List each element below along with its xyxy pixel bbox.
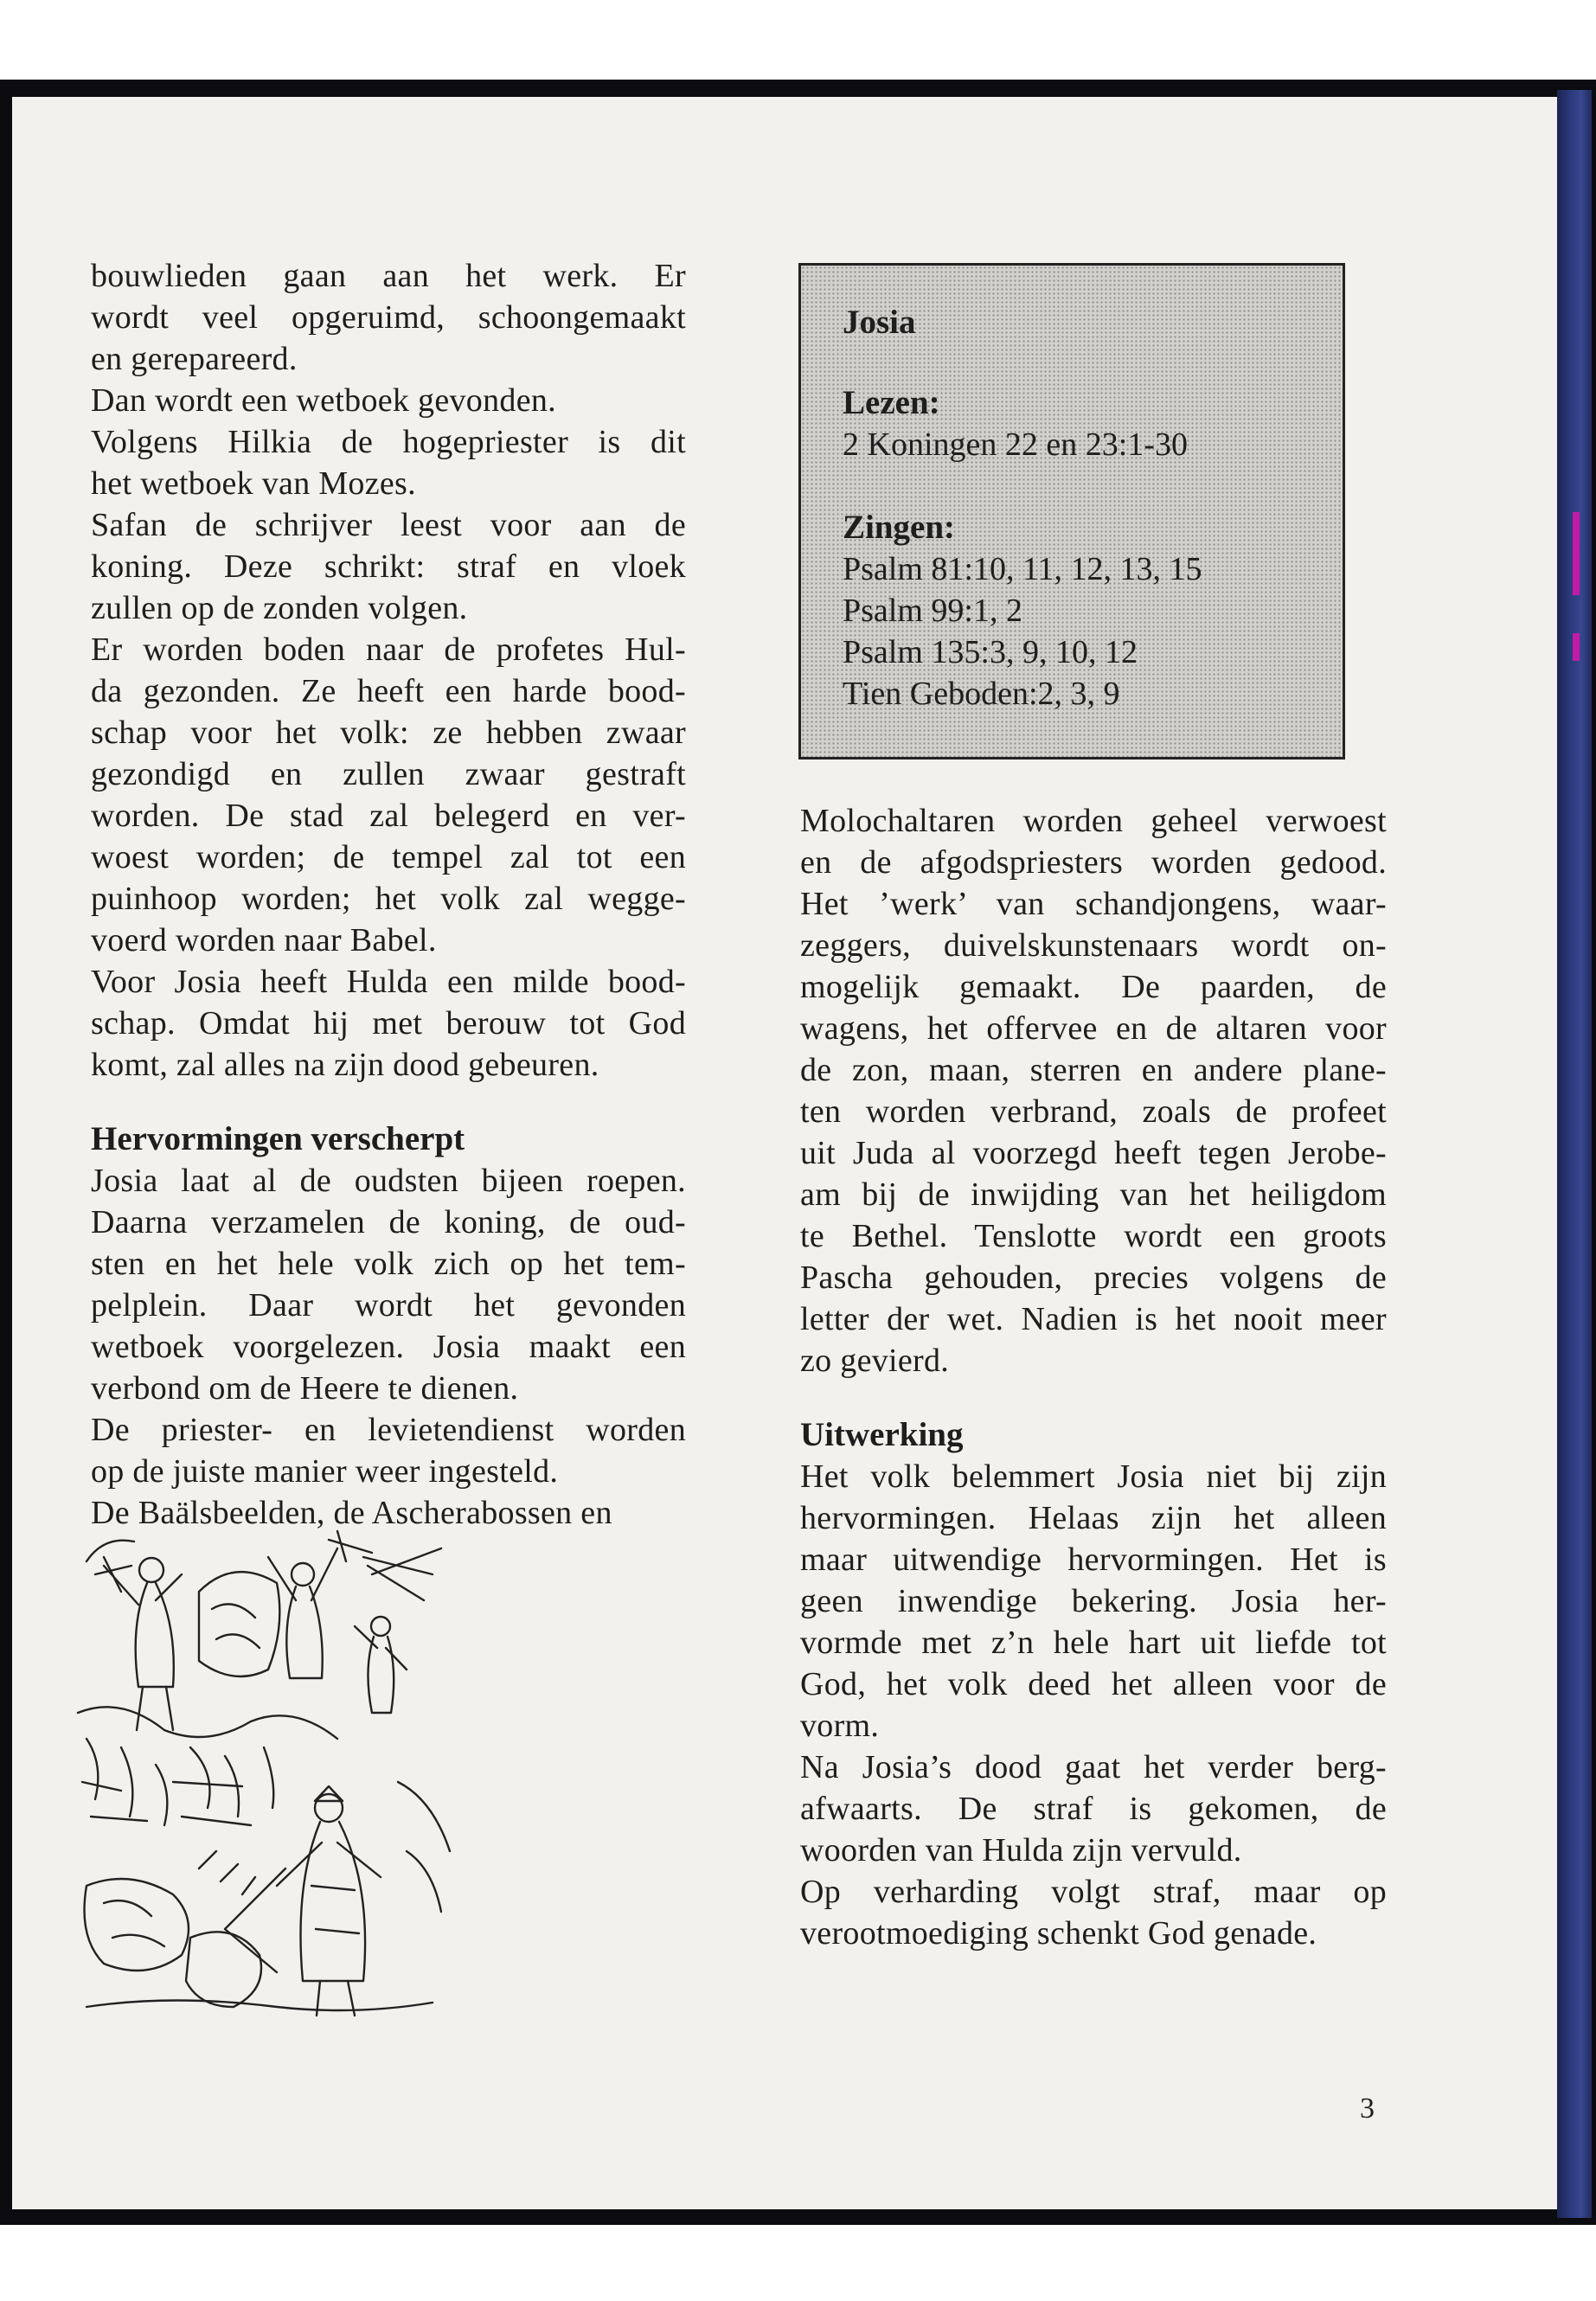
text-line: hervormingen. Helaas zijn het alleen	[800, 1500, 1387, 1536]
text-line: de zon, maan, sterren en andere plane-	[800, 1052, 1387, 1088]
infobox-title: Josia	[843, 304, 916, 341]
text-line: sten en het hele volk zich op het tem-	[91, 1246, 686, 1282]
book-spine	[1557, 90, 1592, 2218]
infobox-read-text: 2 Koningen 22 en 23:1-30	[843, 426, 1188, 463]
right-section-text	[800, 1456, 1387, 1954]
text-line: en de afgodspriesters worden gedood.	[800, 844, 1387, 881]
text-line: geen inwendige bekering. Josia her-	[800, 1583, 1387, 1619]
text-line: God, het volk deed het alleen voor de	[800, 1666, 1387, 1702]
text-line: uit Juda al voorzegd heeft tegen Jerobe-	[800, 1135, 1387, 1171]
text-line: vormde met z’n hele hart uit liefde tot	[800, 1625, 1387, 1661]
text-line: am bij de inwijding van het heiligdom	[800, 1176, 1387, 1213]
infobox-sing-item: Psalm 81:10, 11, 12, 13, 15	[843, 551, 1202, 587]
text-line: De Baälsbeelden, de Ascherabossen en	[91, 1495, 612, 1531]
infobox-sing-item: Psalm 99:1, 2	[843, 593, 1022, 629]
text-line: wetboek voorgelezen. Josia maakt een	[91, 1329, 686, 1365]
text-line: puinhoop worden; het volk zal wegge-	[91, 881, 686, 917]
text-line: zeggers, duivelskunstenaars wordt on-	[800, 927, 1387, 964]
text-line: mogelijk gemaakt. De paarden, de	[800, 969, 1387, 1005]
scan-bottom-margin	[0, 2225, 1596, 2301]
text-line: letter der wet. Nadien is het nooit meer	[800, 1301, 1387, 1337]
text-line: worden. De stad zal belegerd en ver-	[91, 798, 686, 834]
infobox-sing-item: Tien Geboden:2, 3, 9	[843, 676, 1120, 712]
text-line: op de juiste manier weer ingesteld.	[91, 1453, 559, 1490]
text-line: het wetboek van Mozes.	[91, 465, 416, 502]
text-line: Op verharding volgt straf, maar op	[800, 1874, 1387, 1910]
text-line: Safan de schrijver leest voor aan de	[91, 507, 686, 543]
text-line: zo gevierd.	[800, 1343, 950, 1379]
text-line: Daarna verzamelen de koning, de oud-	[91, 1204, 686, 1240]
left-paragraph	[91, 255, 686, 1086]
spine-colour-mark	[1573, 512, 1580, 595]
text-line: Voor Josia heeft Hulda een milde bood-	[91, 964, 686, 1000]
left-section-text	[91, 1160, 686, 1534]
text-line: schap. Omdat hij met berouw tot God	[91, 1005, 686, 1042]
infobox-read-label: Lezen:	[843, 384, 940, 421]
section-heading-hervormingen: Hervormingen verscherpt	[91, 1120, 465, 1157]
reading-info-box	[798, 263, 1345, 760]
text-line: woorden van Hulda zijn vervuld.	[800, 1832, 1242, 1868]
right-column	[800, 800, 1387, 1954]
text-line: da gezonden. Ze heeft een harde bood-	[91, 673, 686, 709]
text-line: verbond om de Heere te dienen.	[91, 1370, 519, 1407]
text-line: ten worden verbrand, zoals de profeet	[800, 1093, 1387, 1130]
text-line: vorm.	[800, 1708, 880, 1744]
text-line: Josia laat al de oudsten bijeen roepen.	[91, 1163, 686, 1199]
text-line: schap voor het volk: ze hebben zwaar	[91, 715, 686, 751]
text-line: Het ’werk’ van schandjongens, waar-	[800, 886, 1387, 922]
text-line: maar uitwendige hervormingen. Het is	[800, 1541, 1387, 1578]
text-line: Er worden boden naar de profetes Hul-	[91, 631, 686, 668]
text-line: voerd worden naar Babel.	[91, 922, 437, 958]
text-line: De priester- en levietendienst worden	[91, 1412, 686, 1448]
text-line: Het volk belemmert Josia niet bij zijn	[800, 1458, 1387, 1495]
text-line: Na Josia’s dood gaat het verder berg-	[800, 1749, 1387, 1785]
text-line: koning. Deze schrikt: straf en vloek	[91, 548, 686, 585]
text-line: komt, zal alles na zijn dood gebeuren.	[91, 1047, 599, 1083]
text-line: Dan wordt een wetboek gevonden.	[91, 382, 556, 419]
text-line: Molochaltaren worden geheel verwoest	[800, 803, 1387, 839]
text-line: afwaarts. De straf is gekomen, de	[800, 1791, 1387, 1827]
text-line: pelplein. Daar wordt het gevonden	[91, 1287, 686, 1324]
text-line: woest worden; de tempel zal tot een	[91, 839, 686, 875]
page-number: 3	[1360, 2093, 1375, 2125]
text-line: te Bethel. Tenslotte wordt een groots	[800, 1218, 1387, 1254]
text-line: zullen op de zonden volgen.	[91, 590, 468, 626]
spine-colour-mark	[1573, 633, 1580, 661]
infobox-sing-label: Zingen:	[843, 509, 956, 546]
text-line: Pascha gehouden, precies volgens de	[800, 1259, 1387, 1296]
people-destroying-idols-drawing-icon	[69, 1522, 484, 2033]
right-paragraph	[800, 800, 1387, 1381]
text-line: wordt veel opgeruimd, schoongemaakt	[91, 299, 686, 336]
text-line: wagens, het offervee en de altaren voor	[800, 1010, 1387, 1047]
scan-top-margin	[0, 0, 1596, 80]
text-line: gezondigd en zullen zwaar gestraft	[91, 756, 686, 792]
text-line: Volgens Hilkia de hogepriester is dit	[91, 424, 686, 460]
text-line: verootmoediging schenkt God genade.	[800, 1915, 1317, 1952]
text-line: en gerepareerd.	[91, 341, 298, 377]
section-heading-uitwerking: Uitwerking	[800, 1416, 964, 1453]
infobox-sing-item: Psalm 135:3, 9, 10, 12	[843, 634, 1138, 670]
text-line: bouwlieden gaan aan het werk. Er	[91, 258, 686, 294]
left-column	[91, 255, 686, 1534]
